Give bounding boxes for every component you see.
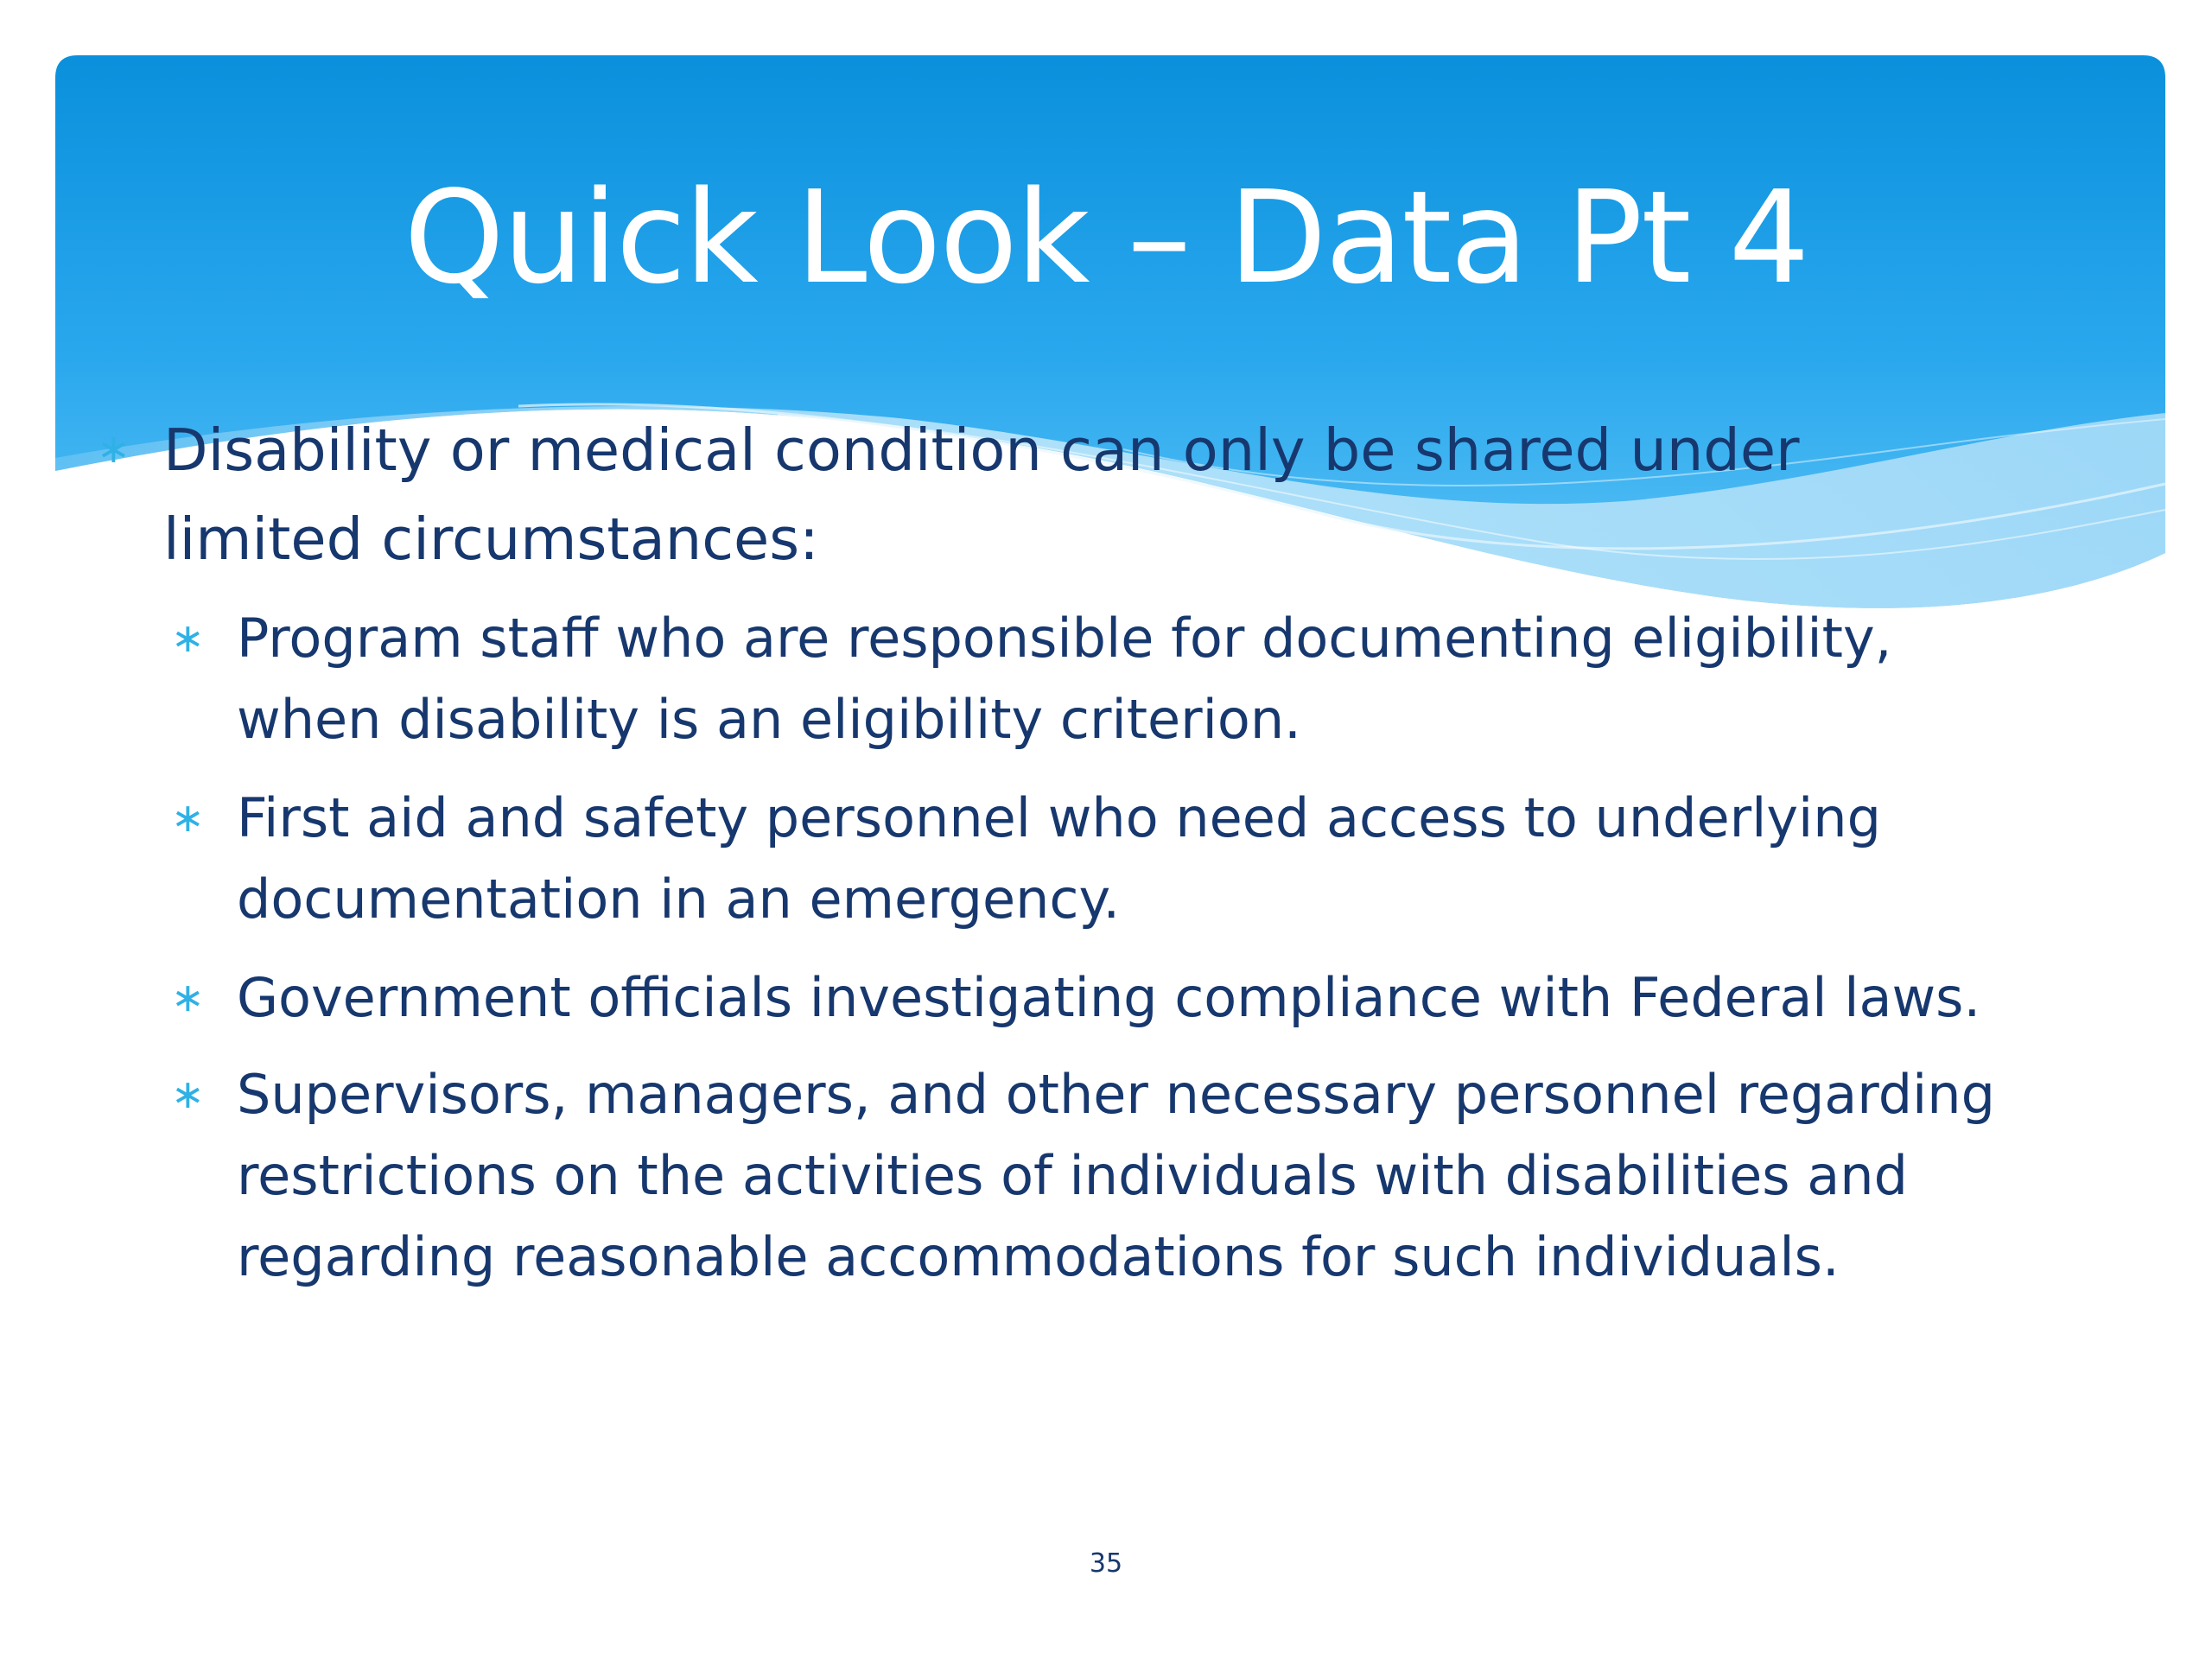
sub-bullet-2-line-1: First aid and safety personnel who need access to underlying: [237, 786, 1881, 849]
sub-bullet-3-line-1: Government officials investigating compliance with Federal laws.: [237, 966, 1981, 1029]
sub-bullet-icon: ∗: [171, 794, 205, 841]
page-number: 35: [1089, 1548, 1123, 1579]
sub-bullet-4-line-3: regarding reasonable accommodations for such individuals.: [237, 1225, 1840, 1288]
sub-bullet-icon: ∗: [171, 974, 205, 1020]
sub-bullet-icon: ∗: [171, 614, 205, 661]
bullet-icon: ∗: [97, 425, 130, 472]
sub-bullet-4-line-1: Supervisors, managers, and other necessary personnel regarding: [237, 1063, 1995, 1126]
bullet-main-line-1: Disability or medical condition can only be shared under: [163, 416, 1800, 484]
sub-bullet-2: [237, 778, 1881, 940]
sub-bullet-1-line-1: Program staff who are responsible for documenting eligibility,: [237, 607, 1892, 670]
sub-bullet-4-line-2: restrictions on the activities of individuals with disabilities and: [237, 1144, 1908, 1207]
sub-bullet-1: [237, 598, 1891, 760]
sub-bullet-2-line-2: documentation in an emergency.: [237, 868, 1121, 931]
sub-bullet-3: [237, 957, 1980, 1039]
bullet-main-line-2: limited circumstances:: [163, 505, 819, 573]
sub-bullet-1-line-2: when disability is an eligibility criterion.: [237, 688, 1301, 751]
sub-bullet-icon: ∗: [171, 1071, 205, 1117]
sub-bullet-4: [237, 1054, 1995, 1298]
slide-title: Quick Look – Data Pt 4: [404, 163, 1808, 312]
bullet-main: [163, 406, 1800, 584]
